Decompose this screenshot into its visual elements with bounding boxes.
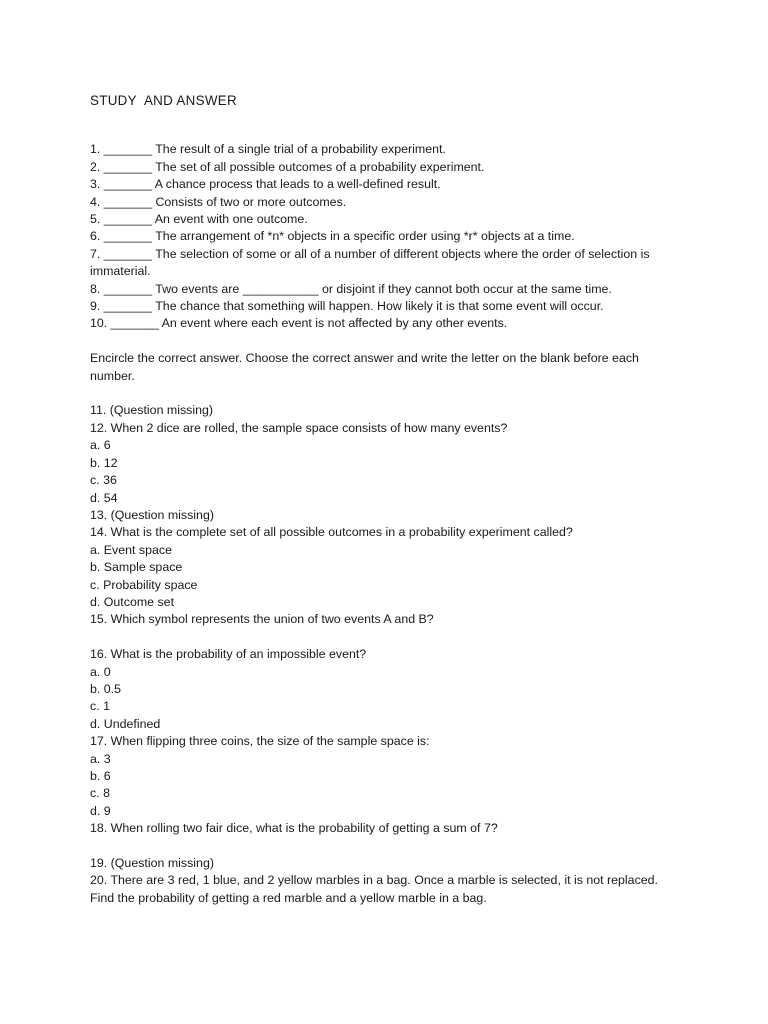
multiple-choice-section-a — [90, 402, 680, 628]
item-9: 9. _______ The chance that something will happen. How likely it is that some event will occur. — [90, 299, 604, 314]
item-4: 4. _______ Consists of two or more outcomes. — [90, 194, 347, 209]
choice-17a: a. 3 — [90, 751, 111, 766]
question-14: 14. What is the complete set of all possible outcomes in a probability experiment called? — [90, 525, 573, 540]
question-15: 15. Which symbol represents the union of two events A and B? — [90, 612, 434, 627]
item-7: 7. _______ The selection of some or all of a number of different objects where the order of selection is immaterial. — [90, 246, 653, 279]
choice-16b: b. 0.5 — [90, 681, 122, 696]
identification-section — [90, 141, 680, 332]
spacer — [90, 385, 680, 402]
question-17: 17. When flipping three coins, the size of the sample space is: — [90, 734, 430, 749]
choice-17c: c. 8 — [90, 786, 110, 801]
question-20: 20. There are 3 red, 1 blue, and 2 yellow marbles in a bag. Once a marble is selected, it is not replaced. Find the probability of getting a red marble and a yellow marble in a bag. — [90, 873, 662, 905]
document-page — [90, 92, 680, 907]
choice-16c: c. 1 — [90, 699, 110, 714]
item-10: 10. _______ An event where each event is not affected by any other events. — [90, 316, 508, 331]
spacer — [90, 629, 680, 646]
spacer — [90, 333, 680, 350]
item-6: 6. _______ The arrangement of *n* objects in a specific order using *r* objects at a time. — [90, 229, 575, 244]
question-13: 13. (Question missing) — [90, 507, 214, 522]
choice-17b: b. 6 — [90, 768, 111, 783]
choice-12d: d. 54 — [90, 490, 118, 505]
question-12: 12. When 2 dice are rolled, the sample space consists of how many events? — [90, 420, 508, 435]
choice-12c: c. 36 — [90, 473, 117, 488]
item-2: 2. _______ The set of all possible outcomes of a probability experiment. — [90, 159, 485, 174]
choice-16d: d. Undefined — [90, 716, 161, 731]
multiple-choice-section-b — [90, 646, 680, 837]
item-3: 3. _______ A chance process that leads to a well-defined result. — [90, 177, 441, 192]
document-title: STUDY AND ANSWER — [90, 93, 237, 108]
item-8: 8. _______ Two events are ___________ or disjoint if they cannot both occur at the same time. — [90, 281, 612, 296]
choice-14c: c. Probability space — [90, 577, 198, 592]
question-11: 11. (Question missing) — [90, 403, 214, 418]
choice-14b: b. Sample space — [90, 560, 183, 575]
choice-14a: a. Event space — [90, 542, 172, 557]
spacer — [90, 838, 680, 855]
choice-16a: a. 0 — [90, 664, 111, 679]
item-5: 5. _______ An event with one outcome. — [90, 212, 308, 227]
item-1: 1. _______ The result of a single trial of a probability experiment. — [90, 142, 446, 157]
choice-17d: d. 9 — [90, 803, 111, 818]
multiple-choice-section-c — [90, 855, 680, 907]
question-18: 18. When rolling two fair dice, what is the probability of getting a sum of 7? — [90, 821, 498, 836]
choice-12a: a. 6 — [90, 438, 111, 453]
choice-14d: d. Outcome set — [90, 594, 175, 609]
question-19: 19. (Question missing) — [90, 856, 214, 870]
instructions: Encircle the correct answer. Choose the correct answer and write the letter on the blank before each number. — [90, 351, 643, 383]
question-16: 16. What is the probability of an impossible event? — [90, 647, 367, 662]
choice-12b: b. 12 — [90, 455, 118, 470]
